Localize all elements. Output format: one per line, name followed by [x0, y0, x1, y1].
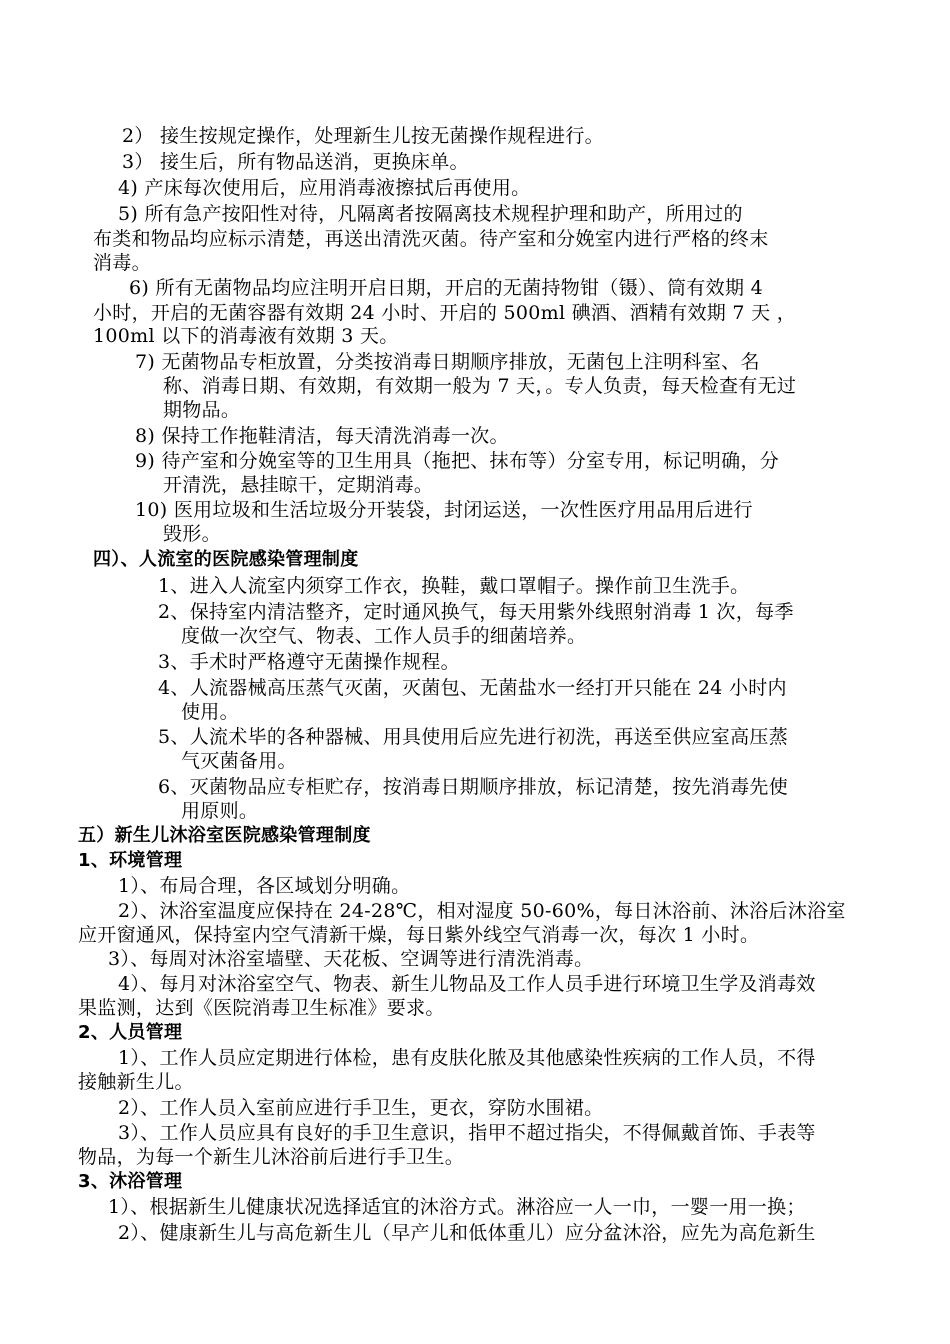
text-line: 1）、工作人员应定期进行体检，患有皮肤化脓及其他感染性疾病的工作人员，不得: [118, 1047, 816, 1069]
text-line: 气灭菌备用。: [181, 750, 297, 772]
text-line: 2）、工作人员入室前应进行手卫生，更衣，穿防水围裙。: [118, 1097, 604, 1119]
text-line: 2）、健康新生儿与高危新生儿（早产儿和低体重儿）应分盆沐浴，应先为高危新生: [118, 1222, 816, 1244]
section-heading: 四）、人流室的医院感染管理制度: [93, 549, 359, 570]
text-line: 4）、每月对沐浴室空气、物表、新生儿物品及工作人员手进行环境卫生学及消毒效: [118, 973, 816, 995]
text-line: 2）、沐浴室温度应保持在 24-28℃，相对湿度 50-60%，每日沐浴前、沐浴后沐浴室: [118, 900, 846, 922]
text-line: 4) 产床每次使用后，应用消毒液擦拭后再使用。: [118, 177, 531, 199]
section-heading: 五）新生儿沐浴室医院感染管理制度: [78, 825, 371, 846]
text-line: 1、进入人流室内须穿工作衣，换鞋，戴口罩帽子。操作前卫生洗手。: [158, 575, 750, 597]
text-line: 3）、每周对沐浴室墙壁、天花板、空调等进行清洗消毒。: [108, 948, 594, 970]
text-line: 10) 医用垃圾和生活垃圾分开装袋，封闭运送，一次性医疗用品用后进行: [135, 499, 753, 521]
text-line: 1）、布局合理，各区域划分明确。: [118, 875, 411, 897]
text-line: 3） 接生后，所有物品送消，更换床单。: [122, 151, 469, 173]
text-line: 毁形。: [163, 523, 221, 545]
text-line: 7) 无菌物品专柜放置，分类按消毒日期顺序排放，无菌包上注明科室、名: [135, 351, 760, 373]
text-line: 用原则。: [181, 800, 259, 822]
text-line: 6、灭菌物品应专柜贮存，按消毒日期顺序排放，标记清楚，按先消毒先使: [158, 776, 788, 798]
text-line: 物品，为每一个新生儿沐浴前后进行手卫生。: [78, 1146, 465, 1168]
text-line: 布类和物品均应标示清楚，再送出清洗灭菌。待产室和分娩室内进行严格的终末: [93, 228, 769, 250]
text-line: 3）、工作人员应具有良好的手卫生意识，指甲不超过指尖，不得佩戴首饰、手表等: [118, 1122, 816, 1144]
text-line: 果监测，达到《医院消毒卫生标准》要求。: [78, 997, 445, 1019]
text-line: 称、消毒日期、有效期，有效期一般为 7 天，。专人负责，每天检查有无过: [163, 375, 797, 397]
text-line: 5) 所有急产按阳性对待，凡隔离者按隔离技术规程护理和助产，所用过的: [118, 203, 743, 225]
text-line: 4、人流器械高压蒸气灭菌，灭菌包、无菌盐水一经打开只能在 24 小时内: [158, 677, 787, 699]
text-line: 8) 保持工作拖鞋清洁，每天清洗消毒一次。: [135, 425, 509, 447]
text-line: 100ml 以下的消毒液有效期 3 天。: [93, 325, 399, 347]
text-line: 期物品。: [163, 399, 241, 421]
text-line: 2） 接生按规定操作，处理新生儿按无菌操作规程进行。: [122, 125, 604, 147]
text-line: 1）、根据新生儿健康状况选择适宜的沐浴方式。淋浴应一人一巾，一婴一用一换；: [108, 1196, 806, 1218]
text-line: 消毒。: [93, 252, 151, 274]
subsection-heading: 1、环境管理: [78, 850, 183, 871]
text-line: 6) 所有无菌物品均应注明开启日期，开启的无菌持物钳（镊）、筒有效期 4: [129, 277, 763, 299]
text-line: 开清洗，悬挂晾干，定期消毒。: [163, 474, 434, 496]
text-line: 度做一次空气、物表、工作人员手的细菌培养。: [181, 625, 587, 647]
text-line: 应开窗通风，保持室内空气清新干燥，每日紫外线空气消毒一次，每次 1 小时。: [78, 924, 760, 946]
text-line: 接触新生儿。: [78, 1071, 194, 1093]
text-line: 使用。: [181, 701, 239, 723]
text-line: 2、保持室内清洁整齐，定时通风换气，每天用紫外线照射消毒 1 次，每季: [158, 601, 794, 623]
subsection-heading: 2、人员管理: [78, 1022, 183, 1043]
text-line: 5、人流术毕的各种器械、用具使用后应先进行初洗，再送至供应室高压蒸: [158, 726, 788, 748]
subsection-heading: 3、沐浴管理: [78, 1171, 183, 1192]
text-line: 小时，开启的无菌容器有效期 24 小时、开启的 500ml 碘酒、酒精有效期 7 天 ，: [93, 302, 797, 324]
text-line: 3、手术时严格遵守无菌操作规程。: [158, 651, 460, 673]
text-line: 9) 待产室和分娩室等的卫生用具（拖把、抹布等）分室专用，标记明确，分: [135, 450, 780, 472]
